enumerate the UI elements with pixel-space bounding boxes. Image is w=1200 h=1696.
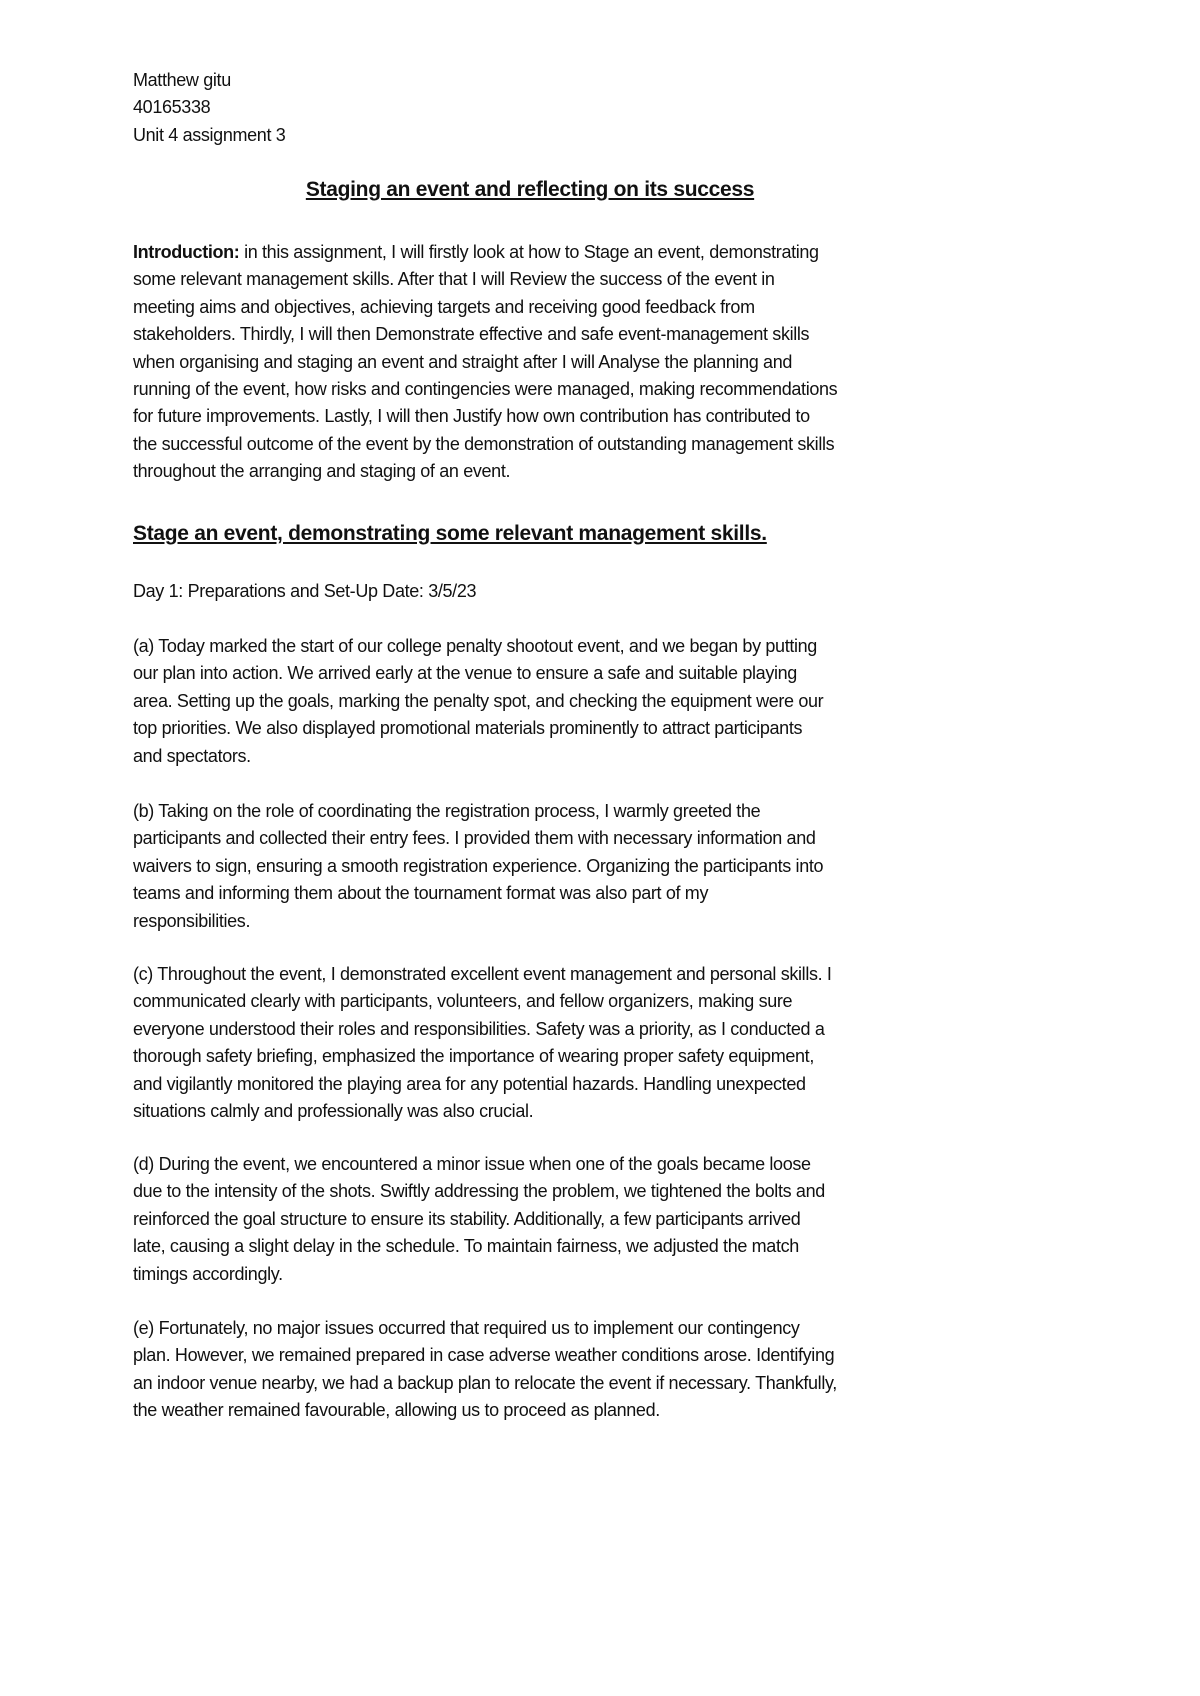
paragraph-line: timings accordingly. [133,1263,283,1284]
paragraph-line: responsibilities. [133,910,251,931]
paragraph-line: everyone understood their roles and responsibilities. Safety was a priority, as I conducted a [133,1018,825,1039]
paragraph-line: top priorities. We also displayed promotional materials prominently to attract participants [133,718,803,739]
intro-line: when organising and staging an event and straight after I will Analyse the planning and [133,351,793,372]
intro-text: in this assignment, I will firstly look at how to Stage an event, demonstrating [239,242,819,262]
paragraph-line: situations calmly and professionally was also crucial. [133,1100,534,1121]
section-heading: Stage an event, demonstrating some relevant management skills. [133,522,767,545]
student-id: 40165338 [133,97,211,118]
body-paragraph [133,1315,837,1425]
paragraph-line: teams and informing them about the tournament format was also part of my [133,883,709,904]
author-name: Matthew gitu [133,70,231,90]
paragraph-line: participants and collected their entry fees. I provided them with necessary information and [133,828,816,849]
day1-heading: Day 1: Preparations and Set-Up Date: 3/5/23 [133,581,477,601]
paragraph-line: and spectators. [133,745,251,766]
paragraph-line: and vigilantly monitored the playing area for any potential hazards. Handling unexpected [133,1073,806,1094]
paragraph-line: the weather remained favourable, allowing us to proceed as planned. [133,1400,660,1421]
paragraph-line: area. Setting up the goals, marking the penalty spot, and checking the equipment were our [133,690,824,711]
paragraph-line: (b) Taking on the role of coordinating the registration process, I warmly greeted the [133,801,761,821]
intro-line: meeting aims and objectives, achieving targets and receiving good feedback from [133,296,755,317]
header-block [133,67,285,149]
intro-line: throughout the arranging and staging of an event. [133,461,511,482]
body-paragraph [133,798,823,935]
intro-line [133,239,837,266]
intro-label: Introduction: [133,242,240,262]
paragraph-line: late, causing a slight delay in the schedule. To maintain fairness, we adjusted the match [133,1236,799,1257]
paragraph-line: (c) Throughout the event, I demonstrated excellent event management and personal skills. I [133,964,832,984]
body-paragraph [133,1151,825,1288]
paragraph-line: due to the intensity of the shots. Swiftly addressing the problem, we tightened the bolts and [133,1181,825,1202]
body-paragraph [133,633,823,770]
intro-line: running of the event, how risks and contingencies were managed, making recommendations [133,378,838,399]
paragraph-line: reinforced the goal structure to ensure its stability. Additionally, a few participants arrived [133,1208,801,1229]
paragraph-line: waivers to sign, ensuring a smooth registration experience. Organizing the participants into [133,855,824,876]
paragraph-line: (a) Today marked the start of our college penalty shootout event, and we began by putting [133,636,817,656]
paragraph-line: thorough safety briefing, emphasized the importance of wearing proper safety equipment, [133,1046,814,1067]
paragraph-line: our plan into action. We arrived early at the venue to ensure a safe and suitable playing [133,663,797,684]
paragraph-line: communicated clearly with participants, volunteers, and fellow organizers, making sure [133,991,793,1012]
intro-line: some relevant management skills. After that I will Review the success of the event in [133,269,775,290]
intro-line: the successful outcome of the event by the demonstration of outstanding management skills [133,433,835,454]
intro-line: stakeholders. Thirdly, I will then Demonstrate effective and safe event-management skills [133,324,810,345]
paragraph-line: (d) During the event, we encountered a minor issue when one of the goals became loose [133,1154,811,1174]
intro-paragraph [133,239,837,486]
paragraph-line: an indoor venue nearby, we had a backup plan to relocate the event if necessary. Thankfully, [133,1372,837,1393]
paragraph-line: (e) Fortunately, no major issues occurred that required us to implement our contingency [133,1318,800,1338]
document-title: Staging an event and reflecting on its success [305,178,755,201]
paragraph-line: plan. However, we remained prepared in case adverse weather conditions arose. Identifying [133,1345,835,1366]
body-paragraph [133,961,832,1125]
unit-label: Unit 4 assignment 3 [133,124,286,145]
intro-line: for future improvements. Lastly, I will then Justify how own contribution has contributed to [133,406,810,427]
